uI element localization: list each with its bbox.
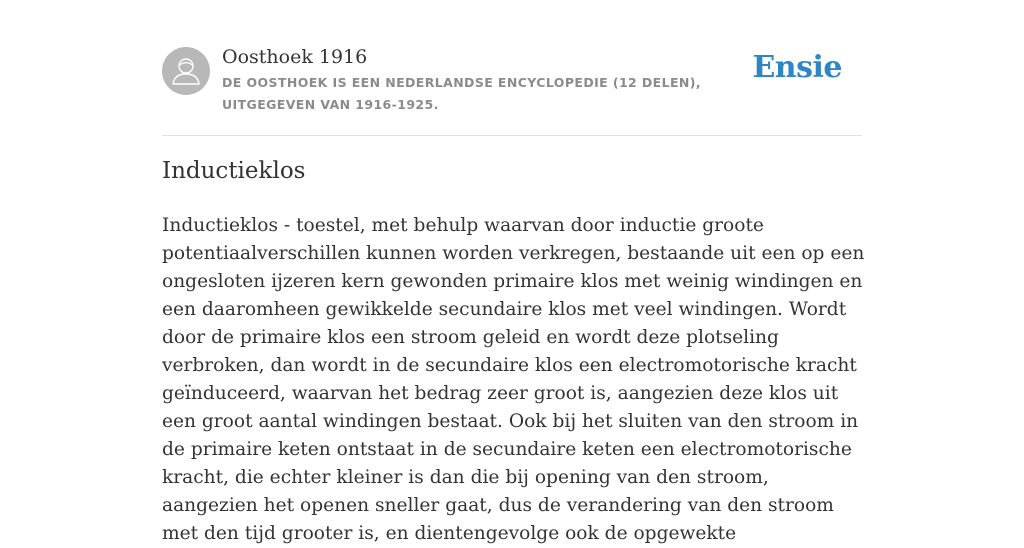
source-title[interactable]: Oosthoek 1916 — [222, 46, 368, 68]
ensie-logo[interactable]: Ensie — [752, 50, 842, 85]
source-header — [162, 44, 862, 136]
source-avatar[interactable] — [162, 47, 210, 95]
user-icon — [162, 47, 210, 95]
article-body: Inductieklos - toestel, met behulp waarvan door inductie groote potentiaalverschillen kunnen worden verkregen, bestaande uit een op een ongesloten ijzeren kern gewonden primaire klos met weinig windingen en een daaromheen gewikkelde secundaire klos met veel windingen. Wordt door de primaire klos een stroom geleid en wordt deze plotseling verbroken, dan wordt in de secundaire klos een electromotorische kracht geïnduceerd, waarvan het bedrag zeer groot is, aangezien deze klos uit een groot aantal windingen bestaat. Ook bij het sluiten van den stroom in de primaire keten ontstaat in de secundaire keten een electromotorische kracht, die echter kleiner is dan die bij opening van den stroom, aangezien het openen sneller gaat, dus de verandering van den stroom met den tijd grooter is, en dientengevolge ook de opgewekte — [162, 215, 865, 544]
article-headword: Inductieklos — [162, 158, 306, 184]
header-divider — [162, 135, 862, 136]
source-description: DE OOSTHOEK IS EEN NEDERLANDSE ENCYCLOPEDIE (12 DELEN), UITGEGEVEN VAN 1916-1925. — [222, 75, 702, 112]
